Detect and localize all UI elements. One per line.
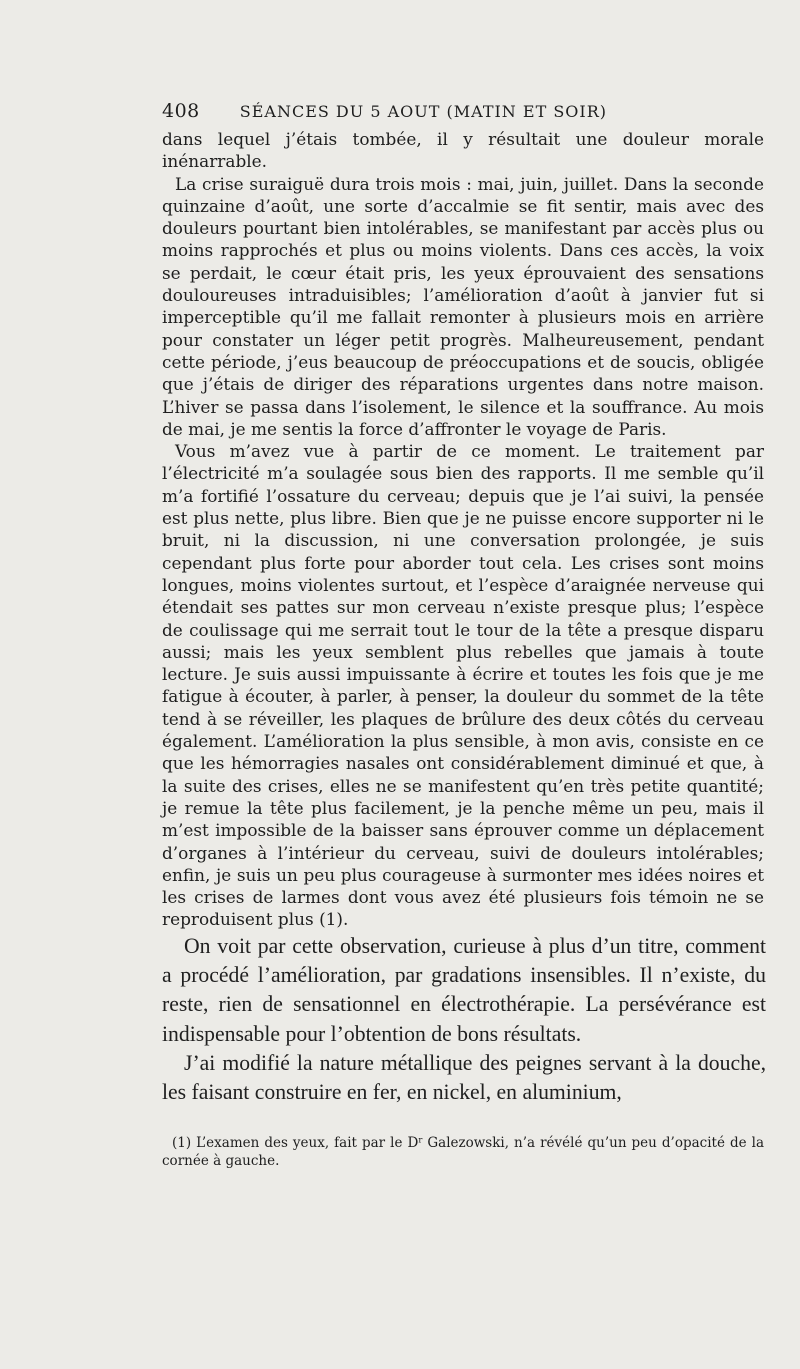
- author-commentary: [162, 932, 766, 1107]
- footnote-marker: (1): [172, 1135, 192, 1151]
- footnote-reference: (1).: [319, 909, 349, 930]
- testimony-paragraph-3: [162, 440, 764, 931]
- footnote: [162, 1134, 764, 1170]
- running-header: [162, 100, 762, 122]
- page-number: 408: [162, 100, 200, 122]
- commentary-paragraph-2: J’ai modifié la nature métallique des peignes servant à la douche, les faisant construire en fer, en nickel, en aluminium,: [162, 1050, 766, 1105]
- footnote-text: L’examen des yeux, fait par le D: [196, 1135, 419, 1151]
- commentary-paragraph-1: On voit par cette observation, curieuse à plus d’un titre, comment a procédé l’amélioration, par gradations insensibles. Il n’existe, du reste, rien de sensationnel en électrothérapie. La persévérance est indispensable pour l’obtention de bons résultats.: [162, 934, 766, 1046]
- running-title: SÉANCES DU 5 AOUT (MATIN ET SOIR): [239, 102, 608, 121]
- footnote-superscript: r: [418, 1134, 423, 1145]
- footnote-text-after: Galezowski, n’a révélé qu’un peu d’opacité de la cornée à gauche.: [162, 1135, 764, 1169]
- testimony-paragraph-1: dans lequel j’étais tombée, il y résultait une douleur morale inénarrable.: [162, 129, 764, 172]
- testimony-paragraph-2: La crise suraiguë dura trois mois : mai, juin, juillet. Dans la seconde quinzaine d’août, une sorte d’accalmie se fit sentir, mais avec des douleurs pourtant bien intolérables, se manifestant par accès plus ou moins rapprochés et plus ou moins violents. Dans ces accès, la voix se perdait, le cœur était pris, les yeux éprouvaient des sensations douloureuses intraduisibles; l’amélioration d’août à janvier fut si imperceptible qu’il me fallait remonter à plusieurs mois en arrière pour constater un léger petit progrès. Malheureusement, pendant cette période, j’eus beaucoup de préoccupations et de soucis, obligée que j’étais de diriger des réparations urgentes dans notre maison. L’hiver se passa dans l’isolement, le silence et la souffrance. Au mois de mai, je me sentis la force d’affronter le voyage de Paris.: [162, 173, 764, 439]
- patient-testimony: [162, 128, 764, 931]
- testimony-paragraph-3-text: Vous m’avez vue à partir de ce moment. Le traitement par l’électricité m’a soulagée sous bien des rapports. Il me semble qu’il m’a fortifié l’ossature du cerveau; depuis que je l’ai suivi, la pensée est plus nette, plus libre. Bien que je ne puisse encore supporter ni le bruit, ni la discussion, ni une conversation prolongée, je suis cependant plus forte pour aborder tout cela. Les crises sont moins longues, moins violentes surtout, et l’espèce d’araignée nerveuse qui étendait ses pattes sur mon cerveau n’existe presque plus; l’espèce de coulissage qui me serrait tout le tour de la tête a presque disparu aussi; mais les yeux semblent plus rebelles que jamais à toute lecture. Je suis aussi impuissante à écrire et toutes les fois que je me fatigue à écouter, à parler, à penser, la douleur du sommet de la tête tend à se réveiller, les plaques de brûlure des deux côtés du cerveau également. L’amélioration la plus sensible, à mon avis, consiste en ce que les hémorragies nasales ont considérablement diminué et que, à la suite des crises, elles ne se manifestent qu’en très petite quantité; je remue la tête plus facilement, je la penche même un peu, mais il m’est impossible de la baisser sans éprouver comme un déplacement d’organes à l’intérieur du cerveau, suivi de douleurs intolérables; enfin, je suis un peu plus courageuse à surmonter mes idées noires et les crises de larmes dont vous avez été plusieurs fois témoin ne se reproduisent plus: [162, 441, 764, 930]
